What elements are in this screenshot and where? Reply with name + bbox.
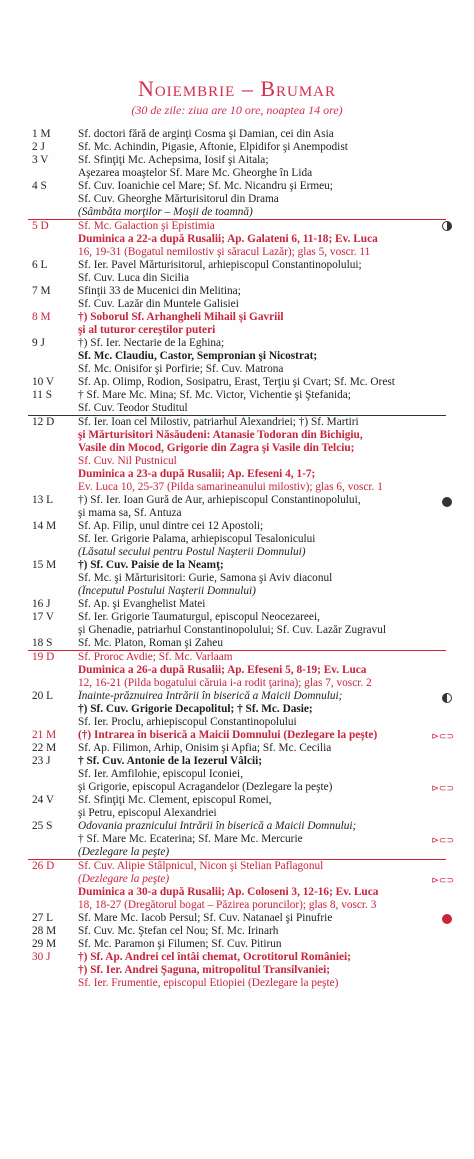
day-label: 1 M [32, 128, 51, 140]
day-label: 2 J [32, 141, 45, 153]
calendar-row-sunday [28, 415, 446, 494]
calendar-row-sunday [28, 859, 454, 912]
calendar-row [28, 611, 446, 637]
entry-line: Sf. Cuv. Alipie Stâlpnicul, Nicon şi Stelian Paflagonul [78, 860, 324, 872]
moon-first-quarter-icon [442, 221, 452, 231]
entry-line: şi Petru, episcopul Alexandriei [78, 807, 217, 819]
day-label: 19 D [32, 651, 55, 663]
fish-icon: ⊳⊂⊃ [431, 835, 454, 845]
day-label: 27 L [32, 912, 54, 924]
calendar-row [28, 559, 446, 598]
entry-note: (Lăsatul secului pentru Postul Naşterii Domnului) [78, 546, 306, 558]
entry-line: Sf. Sfinţiţi Mc. Achepsima, Iosif şi Aitala; [78, 154, 269, 166]
day-label: 10 V [32, 376, 55, 388]
entry-line: † Sf. Mare Mc. Mina; Sf. Mc. Victor, Vichentie şi Ştefanida; [78, 389, 351, 401]
entry-line: Sf. Ap. Olimp, Rodion, Sosipatru, Erast, Terţiu şi Cvart; Sf. Mc. Orest [78, 376, 395, 388]
entry-line: Sfinţii 33 de Mucenici din Melitina; [78, 285, 241, 297]
entry-line: şi Mărturisitori Năsăudeni: Atanasie Todoran din Bichigiu, [78, 429, 363, 441]
entry-line: Odovania praznicului Intrării în biserică a Maicii Domnului; [78, 820, 357, 832]
feast-line: †) Sf. Ier. Andrei Şaguna, mitropolitul Transilvaniei; [78, 964, 331, 976]
day-label: 21 M [32, 729, 57, 741]
moon-full-icon [442, 497, 452, 507]
sunday-reading: 18, 18-27 (Dregătorul bogat – Păzirea poruncilor); glas 8, voscr. 3 [78, 899, 377, 911]
feast-line: şi al tuturor cereştilor puteri [78, 324, 216, 336]
entry-line: †) Sf. Ier. Nectarie de la Eghina; [78, 337, 225, 349]
calendar-row [28, 494, 446, 520]
entry-line: Sf. Ier. Amfilohie, episcopul Iconiei, [78, 768, 244, 780]
day-label: 18 S [32, 637, 53, 649]
entry-line: Sf. Ier. Frumentie, episcopul Etiopiei (Dezlegare la peşte) [78, 977, 339, 989]
sunday-reading: Duminica a 23-a după Rusalii; Ap. Efeseni 4, 1-7; [78, 468, 316, 480]
entry-line: Sf. Ier. Pavel Mărturisitorul, arhiepiscopul Constantinopolului; [78, 259, 362, 271]
sunday-reading: Duminica a 22-a după Rusalii; Ap. Galateni 6, 11-18; Ev. Luca [78, 233, 378, 245]
calendar-row [28, 285, 446, 311]
entry-line: Sf. Ap. şi Evanghelist Matei [78, 598, 206, 610]
entry-line: Sf. Mc. şi Mărturisitori: Gurie, Samona şi Aviv diaconul [78, 572, 333, 584]
calendar-row [28, 154, 446, 180]
calendar-row [28, 938, 446, 951]
day-label: 24 V [32, 794, 55, 806]
page-subtitle: (30 de zile: ziua are 10 ore, noaptea 14 ore) [131, 103, 343, 117]
fish-icon: ⊳⊂⊃ [431, 731, 454, 741]
entry-note: (Sâmbăta morţilor – Moşii de toamnă) [78, 206, 253, 218]
calendar-row [28, 951, 446, 990]
sunday-reading: Duminica a 26-a după Rusalii; Ap. Efeseni 5, 8-19; Ev. Luca [78, 664, 367, 676]
entry-note: (Dezlegare la peşte) [78, 846, 170, 858]
day-label: 8 M [32, 311, 51, 323]
day-label: 5 D [32, 220, 49, 232]
day-label: 26 D [32, 860, 55, 872]
feast-line: (†) Intrarea în biserică a Maicii Domnului (Dezlegare la peşte) [78, 729, 378, 741]
entry-line: Sf. Cuv. Nil Pustnicul [78, 455, 177, 467]
calendar-row [28, 141, 446, 154]
sunday-reading: Duminica a 30-a după Rusalii; Ap. Coloseni 3, 12-16; Ev. Luca [78, 886, 379, 898]
entry-line: Sf. Mc. Claudiu, Castor, Sempronian şi Nicostrat; [78, 350, 318, 362]
calendar-row [28, 180, 446, 219]
day-label: 20 L [32, 690, 54, 702]
calendar-row [28, 520, 446, 559]
day-label: 4 S [32, 180, 47, 192]
calendar-row [28, 128, 446, 141]
entry-line: Sf. Ap. Filip, unul dintre cei 12 Apostoli; [78, 520, 264, 532]
day-label: 29 M [32, 938, 57, 950]
calendar-row [28, 794, 446, 820]
calendar-row [28, 912, 446, 925]
day-label: 17 V [32, 611, 55, 623]
entry-note: (Începutul Postului Naşterii Domnului) [78, 585, 256, 597]
entry-line: Vasile din Mocod, Grigorie din Zagra şi Vasile din Telciu; [78, 442, 355, 454]
entry-line: Sf. Cuv. Ioanichie cel Mare; Sf. Mc. Nicandru şi Ermeu; [78, 180, 333, 192]
feast-line: †) Sf. Ap. Andrei cel întâi chemat, Ocrotitorul României; [78, 951, 351, 963]
fish-icon: ⊳⊂⊃ [431, 783, 454, 793]
entry-line: Sf. Ier. Grigorie Taumaturgul, episcopul Neocezareei, [78, 611, 320, 623]
entry-line: Sf. Cuv. Luca din Sicilia [78, 272, 189, 284]
day-label: 14 M [32, 520, 57, 532]
entry-line: † Sf. Mare Mc. Ecaterina; Sf. Mare Mc. Mercurie [78, 833, 303, 845]
entry-line: şi mama sa, Sf. Antuza [78, 507, 182, 519]
calendar-row [28, 389, 446, 415]
calendar-row [28, 690, 446, 729]
entry-line: Sf. Sfinţiţi Mc. Clement, episcopul Romei, [78, 794, 272, 806]
entry-line: Sf. Ier. Proclu, arhiepiscopul Constantinopolului [78, 716, 297, 728]
feast-line: †) Soborul Sf. Arhangheli Mihail şi Gavriil [78, 311, 284, 323]
entry-line: †) Sf. Cuv. Grigorie Decapolitul; † Sf. Mc. Dasie; [78, 703, 313, 715]
entry-line: Sf. Cuv. Teodor Studitul [78, 402, 188, 414]
entry-line: Sf. Proroc Avdie; Sf. Mc. Varlaam [78, 651, 233, 663]
day-label: 11 S [32, 389, 52, 401]
entry-line: †) Sf. Ier. Ioan Gură de Aur, arhiepiscopul Constantinopolului, [78, 494, 361, 506]
calendar-row [28, 337, 446, 376]
sunday-reading: 16, 19-31 (Bogatul nemilostiv şi săracul Lazăr); glas 5, voscr. 11 [78, 246, 371, 258]
calendar-row [28, 598, 446, 611]
entry-line: Sf. Mc. Paramon şi Filumen; Sf. Cuv. Pitirun [78, 938, 282, 950]
calendar-list [28, 128, 454, 990]
calendar-row [28, 637, 446, 650]
day-label: 22 M [32, 742, 57, 754]
moon-last-quarter-icon [442, 693, 452, 703]
day-label: 6 L [32, 259, 48, 271]
entry-line: Sf. Mc. Galaction şi Epistimia [78, 220, 215, 232]
calendar-row [28, 376, 446, 389]
entry-line: Sf. Mc. Onisifor şi Porfirie; Sf. Cuv. Matrona [78, 363, 284, 375]
day-label: 7 M [32, 285, 51, 297]
sunday-reading: Ev. Luca 10, 25-37 (Pilda samarineanului milostiv); glas 6, voscr. 1 [78, 481, 383, 493]
entry-line: Sf. Ap. Filimon, Arhip, Onisim şi Apfia; Sf. Mc. Cecilia [78, 742, 332, 754]
day-label: 25 S [32, 820, 53, 832]
entry-line: † Sf. Cuv. Antonie de la Iezerul Vâlcii; [78, 755, 262, 767]
calendar-row-sunday [28, 650, 446, 690]
calendar-row [28, 311, 446, 337]
entry-line: Aşezarea moaştelor Sf. Mare Mc. Gheorghe în Lida [78, 167, 313, 179]
calendar-row [28, 755, 454, 794]
entry-line: Sf. Mc. Platon, Roman şi Zaheu [78, 637, 223, 649]
entry-note: (Dezlegare la peşte) [78, 873, 170, 885]
entry-line: Sf. Cuv. Mc. Ştefan cel Nou; Sf. Mc. Irinarh [78, 925, 279, 937]
entry-line: Sf. Ier. Ioan cel Milostiv, patriarhul Alexandriei; †) Sf. Martiri [78, 416, 359, 428]
fish-icon: ⊳⊂⊃ [431, 875, 454, 885]
entry-line: şi Ghenadie, patriarhul Constantinopolului; Sf. Cuv. Lazăr Zugravul [78, 624, 386, 636]
page-title: Noiembrie – Brumar [137, 76, 337, 101]
day-label: 30 J [32, 951, 51, 963]
calendar-row [28, 820, 454, 859]
sunday-reading: 12, 16-21 (Pilda bogatului căruia i-a rodit ţarina); glas 7, voscr. 2 [78, 677, 372, 689]
day-label: 16 J [32, 598, 51, 610]
day-label: 12 D [32, 416, 55, 428]
entry-line: Sf. Mare Mc. Iacob Persul; Sf. Cuv. Natanael şi Pinufrie [78, 912, 333, 924]
entry-line: Sf. doctori fără de arginţi Cosma şi Damian, cei din Asia [78, 128, 334, 140]
day-label: 23 J [32, 755, 51, 767]
calendar-row [28, 729, 454, 742]
day-label: 3 V [32, 154, 49, 166]
entry-line: şi Grigorie, episcopul Acragandelor (Dezlegare la peşte) [78, 781, 333, 793]
calendar-row-sunday [28, 219, 446, 259]
day-label: 15 M [32, 559, 57, 571]
day-label: 9 J [32, 337, 45, 349]
entry-line: Sf. Ier. Grigorie Palama, arhiepiscopul Tesalonicului [78, 533, 316, 545]
entry-line: Sf. Mc. Achindin, Pigasie, Aftonie, Elpidifor şi Anempodist [78, 141, 348, 153]
day-label: 28 M [32, 925, 57, 937]
calendar-row [28, 259, 446, 285]
moon-new-icon [442, 914, 452, 924]
day-label: 13 L [32, 494, 54, 506]
entry-line: Sf. Cuv. Lazăr din Muntele Galisiei [78, 298, 239, 310]
entry-line: Sf. Cuv. Gheorghe Mărturisitorul din Drama [78, 193, 279, 205]
calendar-row [28, 742, 446, 755]
entry-line: †) Sf. Cuv. Paisie de la Neamţ; [78, 559, 224, 571]
entry-line: Înainte-prăznuirea Intrării în biserică a Maicii Domnului; [78, 690, 343, 702]
calendar-row [28, 925, 446, 938]
